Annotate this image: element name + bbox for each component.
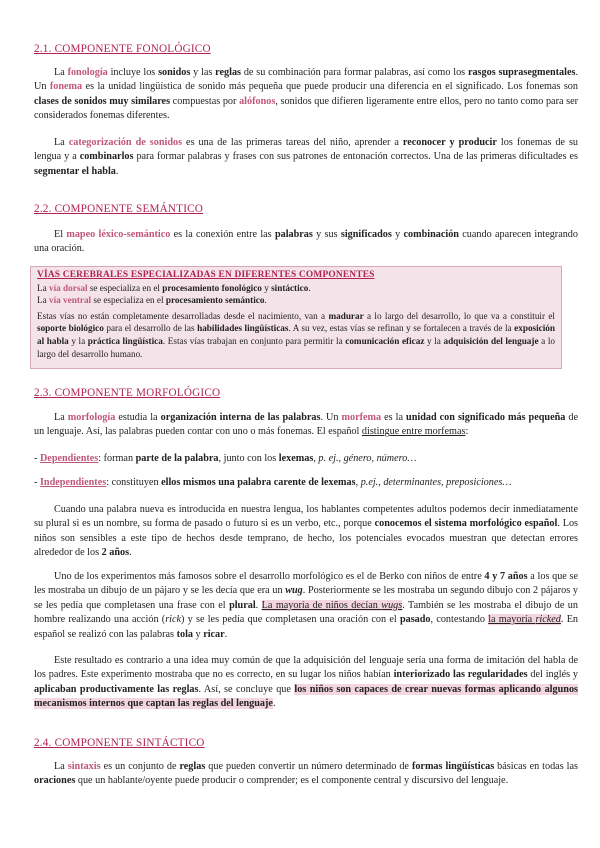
paragraph-berko: Uno de los experimentos más famosos sobre el desarrollo morfológico es el de Berko con niños de entre 4 y 7 años a los que se les mostraba un dibujo de un pájaro y se les decía que era un wug. Posteriormente se les mostraba un segundo dibujo con 2 pájaros y se les pedía que completasen una frase con el plural. La mayoría de niños decían wugs. También se les mostraba el dibujo de un hombre realizando una acción (rick) y se les pedía que completasen una oración con el pasado, contestando la mayoría ricked. En español se realizó con las palabras tola y ricar. (34, 571, 579, 640)
section-title-sintactico: 2.4. COMPONENTE SINTÁCTICO (34, 737, 205, 749)
list-item-independientes: - Independientes: constituyen ellos mismos una palabra carente de lexemas, p.ej., determinantes, preposiciones… (34, 477, 512, 488)
paragraph-morfologia: La morfología estudia la organización interna de las palabras. Un morfema es la unidad con significado más pequeña de un lenguaje. Así, las palabras pueden contar con uno o más fonemas. El español distingue entre morfemas: (34, 412, 579, 438)
callout-line-ventral: La vía ventral se especializa en el procesamiento semántico. (37, 295, 267, 306)
callout-vias-cerebrales (30, 266, 562, 369)
paragraph-mapeo: El mapeo léxico-semántico es la conexión entre las palabras y sus significados y combinación cuando aparecen integrando una oración. (34, 229, 578, 255)
section-title-fonologico: 2.1. COMPONENTE FONOLÓGICO (34, 43, 211, 55)
callout-title: VÍAS CEREBRALES ESPECIALIZADAS EN DIFERENTES COMPONENTES (37, 270, 375, 280)
paragraph-palabra-nueva: Cuando una palabra nueva es introducida en nuestra lengua, los hablantes competentes adultos podemos decir inmediatamente su plural si es un nombre, su forma de pasado o futuro si es un verbo, etc., porque conocemos el sistema morfológico español. Los niños son sensibles a este tipo de hechos desde temprano, de hecho, los potenciales evocados muestran que detectan errores alrededor de los 2 años. (34, 504, 578, 559)
paragraph-resultado: Este resultado es contrario a una idea muy común de que la adquisición del lenguaje sería una forma de imitación del habla de los padres. Este experimento mostraba que no es correcto, en su lugar los niños habían interiorizado las regularidades del inglés y aplicaban productivamente las reglas. Así, se concluye que los niños son capaces de crear nuevas formas aplicando algunos mecanismos internos que captan las reglas del lenguaje. (34, 655, 579, 710)
paragraph-sintaxis: La sintaxis es un conjunto de reglas que pueden convertir un número determinado de formas lingüísticas básicas en todas las oraciones que un hablante/oyente puede producir o comprender; es el componente central y discursivo del lenguaje. (34, 761, 578, 787)
list-item-dependientes: - Dependientes: forman parte de la palabra, junto con los lexemas, p. ej., género, número… (34, 453, 417, 464)
paragraph-categorizacion: La categorización de sonidos es una de las primeras tareas del niño, aprender a reconocer y producir los fonemas de su lengua y a combinarlos para formar palabras y frases con sus patrones de entonación correctos. Una de las primeras dificultades es segmentar el habla. (34, 137, 579, 177)
section-title-morfologico: 2.3. COMPONENTE MORFOLÓGICO (34, 387, 221, 399)
callout-paragraph: Estas vías no están completamente desarrolladas desde el nacimiento, van a madurar a lo largo del desarrollo, lo que va a constituir el soporte biológico para el desarrollo de las habilidades lingüísticas. A su vez, estas vías se refinan y se fortalecen a través de la exposición al habla y la práctica lingüística. Estas vías trabajan en conjunto para permitir la comunicación eficaz y la adquisición del lenguaje a lo largo del desarrollo humano. (37, 310, 555, 359)
section-title-semantico: 2.2. COMPONENTE SEMÁNTICO (34, 203, 204, 215)
paragraph-fonologia: La fonología incluye los sonidos y las reglas de su combinación para formar palabras, así como los rasgos suprasegmentales. Un fonema es la unidad lingüística de sonido más pequeña que puede producir una diferencia en el significado. Los fonemas son clases de sonidos muy similares compuestas por alófonos, sonidos que difieren ligeramente entre ellos, pero no tanto como para ser considerados fonemas diferentes. (34, 67, 578, 122)
callout-line-dorsal: La vía dorsal se especializa en el procesamiento fonológico y sintáctico. (37, 282, 311, 293)
